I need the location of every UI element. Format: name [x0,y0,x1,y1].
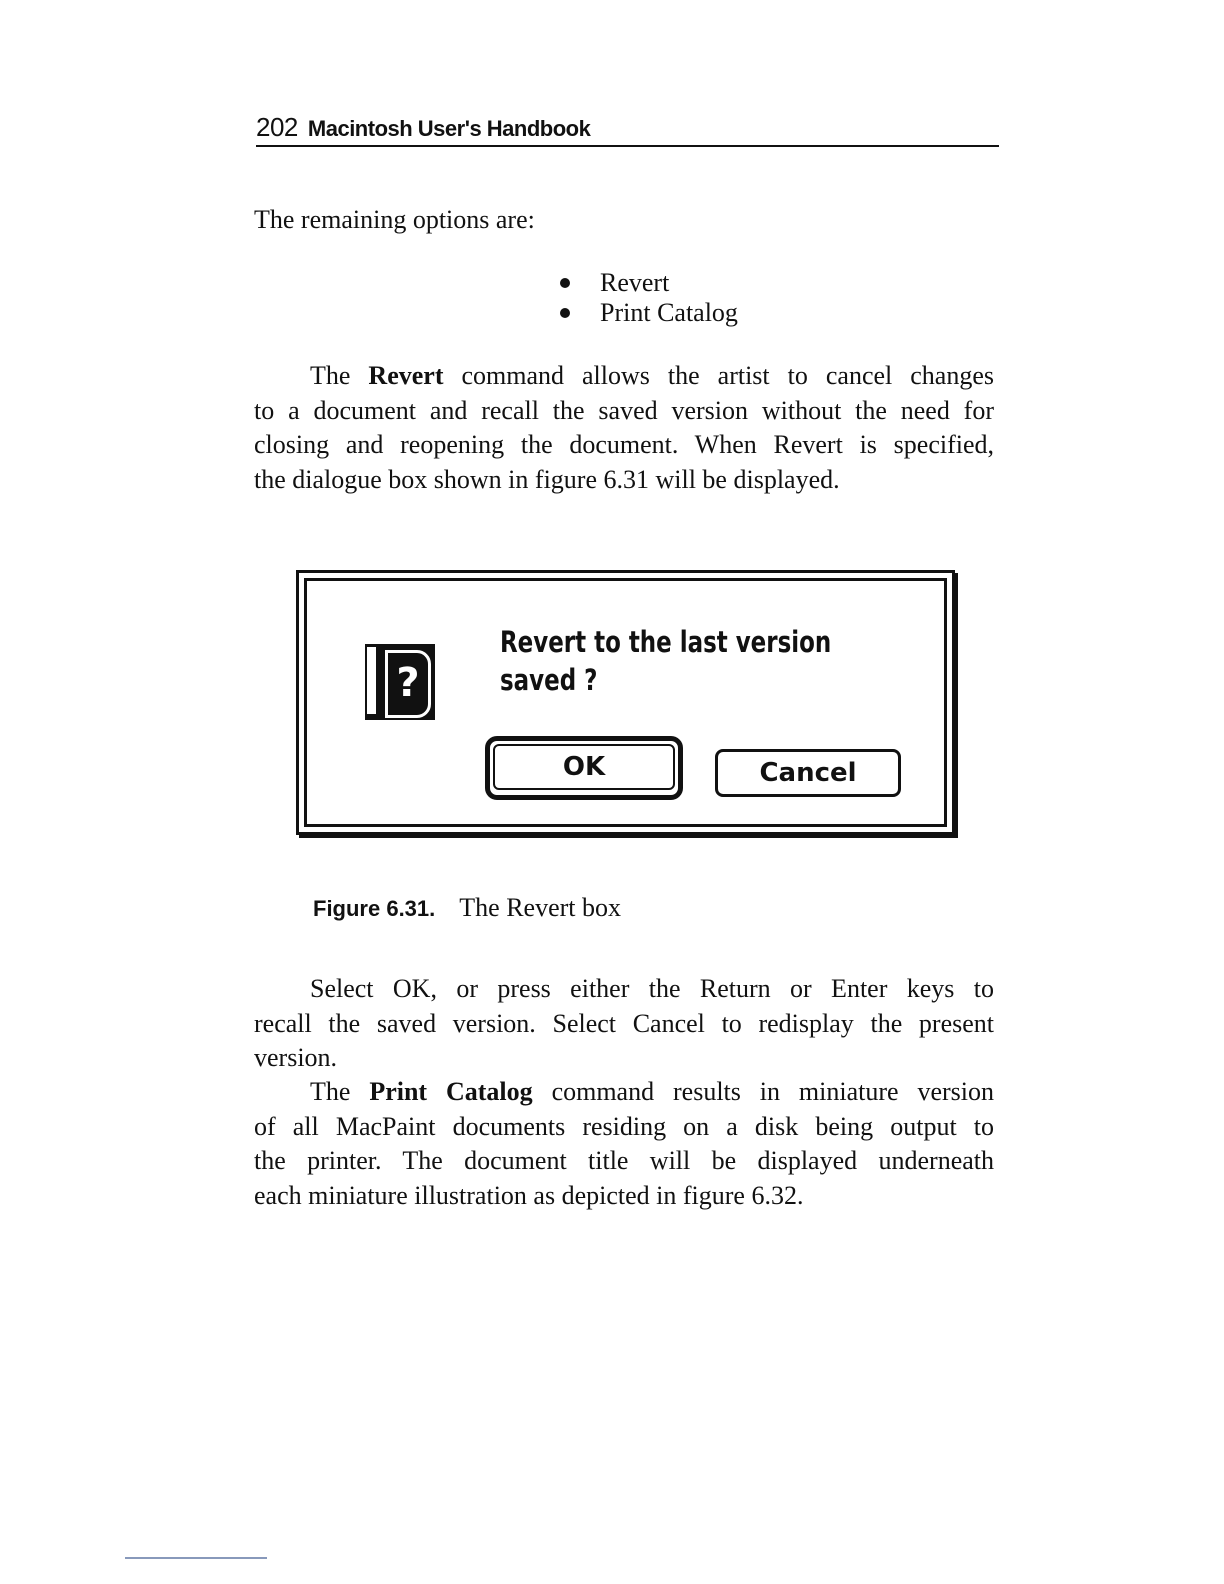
book-title: Macintosh User's Handbook [307,116,591,141]
list-item-text: Print Catalog [600,298,738,327]
text-line: the dialogue box shown in figure 6.31 will be displayed. [254,464,840,494]
question-document-icon [365,644,435,720]
figure-label: Figure 6.31. [313,896,436,921]
intro-text: The remaining options are: [254,205,535,234]
text-line: version. [254,1043,338,1072]
bold-term: Print Catalog [369,1077,533,1106]
icon-strip [367,647,376,714]
bold-term: Revert [368,361,444,390]
text-line: each miniature illustration as depicted in figure 6.32. [254,1180,804,1210]
text-line [254,359,994,394]
figure-title: The Revert box [459,893,622,922]
text-line: closing and reopening the document. When Revert is specified, [254,430,994,459]
text-line [254,1075,994,1110]
revert-dialog [296,570,955,835]
header-rule [256,145,999,147]
revert-paragraph [254,359,994,497]
text: command results in miniature version [532,1077,994,1106]
text-line: recall the saved version. Select Cancel to redisplay the present [254,1008,994,1038]
text-line: to a document and recall the saved version without the need for [254,395,994,425]
footer-rule [125,1557,267,1559]
select-paragraph [254,972,994,1076]
cancel-button[interactable]: Cancel [715,749,901,797]
dialog-message: Revert to the last version saved ? [500,625,832,697]
print-catalog-paragraph [254,1075,994,1213]
bullet-icon [560,278,570,288]
ok-label: OK [493,744,675,790]
dialog-inner-frame [304,578,947,827]
text-line: the printer. The document title will be displayed underneath [254,1146,994,1175]
list-item-text: Revert [600,268,670,297]
text-line: Select OK, or press either the Return or Enter keys to [310,974,994,1003]
figure-caption [313,893,621,923]
text-line: of all MacPaint documents residing on a disk being output to [254,1111,994,1141]
text: The [310,361,369,390]
ok-button[interactable] [485,736,683,800]
text: command allows the artist to cancel changes [443,361,994,390]
list-item [560,268,738,298]
options-list [560,268,738,328]
bullet-icon [560,308,570,318]
text: The [310,1077,370,1106]
page-number: 202 [256,112,298,142]
question-mark-glyph: ? [385,650,431,718]
running-header [256,112,590,143]
list-item [560,298,738,328]
